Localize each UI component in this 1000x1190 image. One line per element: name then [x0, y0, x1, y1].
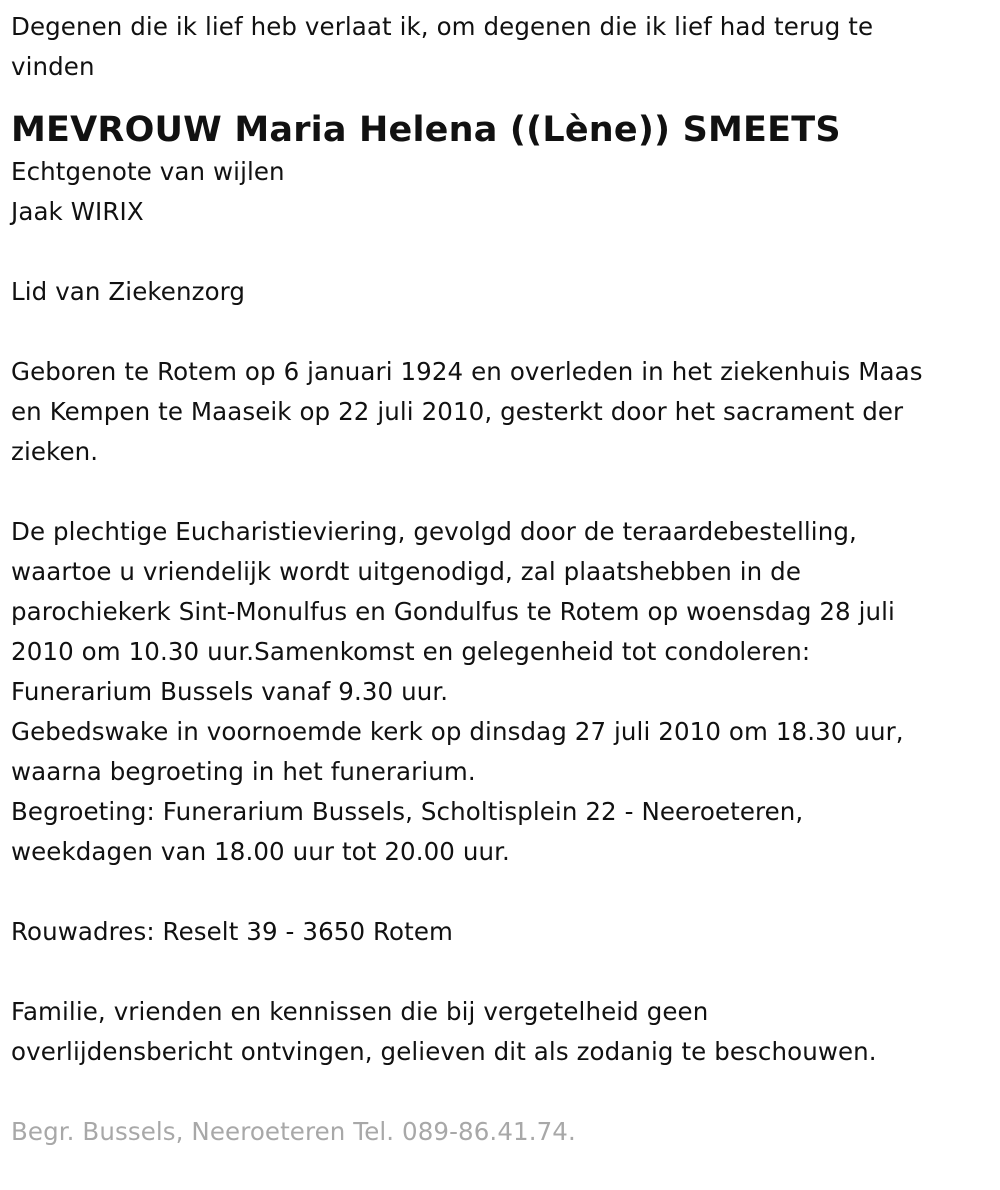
- mourning-address: [11, 912, 1000, 952]
- spouse-info: [11, 152, 1000, 232]
- membership-line: Lid van Ziekenzorg: [11, 277, 246, 306]
- spouse-line-2: Jaak WIRIX: [11, 197, 144, 226]
- family-note-line-1: Familie, vrienden en kennissen die bij vergetelheid geen: [11, 997, 709, 1026]
- address-line: Rouwadres: Reselt 39 - 3650 Rotem: [11, 917, 453, 946]
- membership: [11, 272, 1000, 312]
- ceremony-line-5: Funerarium Bussels vanaf 9.30 uur.: [11, 677, 449, 706]
- family-note: [11, 992, 1000, 1072]
- ceremony-line-3: parochiekerk Sint-Monulfus en Gondulfus te Rotem op woensdag 28 juli: [11, 597, 895, 626]
- spacer: [11, 232, 1000, 272]
- ceremony-line-8: Begroeting: Funerarium Bussels, Scholtisplein 22 - Neeroeteren,: [11, 797, 804, 826]
- birth-death-line-2: en Kempen te Maaseik op 22 juli 2010, gesterkt door het sacrament der: [11, 397, 904, 426]
- birth-death-line-1: Geboren te Rotem op 6 januari 1924 en overleden in het ziekenhuis Maas: [11, 357, 923, 386]
- ceremony-line-2: waartoe u vriendelijk wordt uitgenodigd, zal plaatshebben in de: [11, 557, 802, 586]
- spacer: [11, 1072, 1000, 1112]
- spacer: [11, 872, 1000, 912]
- spacer: [11, 472, 1000, 512]
- ceremony-line-1: De plechtige Eucharistieviering, gevolgd door de teraardebestelling,: [11, 517, 857, 546]
- ceremony-line-7: waarna begroeting in het funerarium.: [11, 757, 476, 786]
- ceremony-line-9: weekdagen van 18.00 uur tot 20.00 uur.: [11, 837, 510, 866]
- spouse-line-1: Echtgenote van wijlen: [11, 157, 285, 186]
- spacer: [11, 87, 1000, 108]
- birth-death-line-3: zieken.: [11, 437, 99, 466]
- spacer: [11, 952, 1000, 992]
- birth-death-info: [11, 352, 1000, 472]
- funeral-home-footer: [11, 1112, 1000, 1152]
- quote-line-2: vinden: [11, 52, 95, 81]
- spacer: [11, 312, 1000, 352]
- opening-quote: [11, 7, 1000, 87]
- ceremony-line-4: 2010 om 10.30 uur.Samenkomst en gelegenheid tot condoleren:: [11, 637, 811, 666]
- family-note-line-2: overlijdensbericht ontvingen, gelieven dit als zodanig te beschouwen.: [11, 1037, 877, 1066]
- ceremony-line-6: Gebedswake in voornoemde kerk op dinsdag 27 juli 2010 om 18.30 uur,: [11, 717, 904, 746]
- quote-line-1: Degenen die ik lief heb verlaat ik, om degenen die ik lief had terug te: [11, 12, 874, 41]
- footer-line: Begr. Bussels, Neeroeteren Tel. 089-86.41.74.: [11, 1117, 576, 1146]
- deceased-name: MEVROUW Maria Helena ((Lène)) SMEETS: [11, 110, 841, 150]
- ceremony-info: [11, 512, 1000, 872]
